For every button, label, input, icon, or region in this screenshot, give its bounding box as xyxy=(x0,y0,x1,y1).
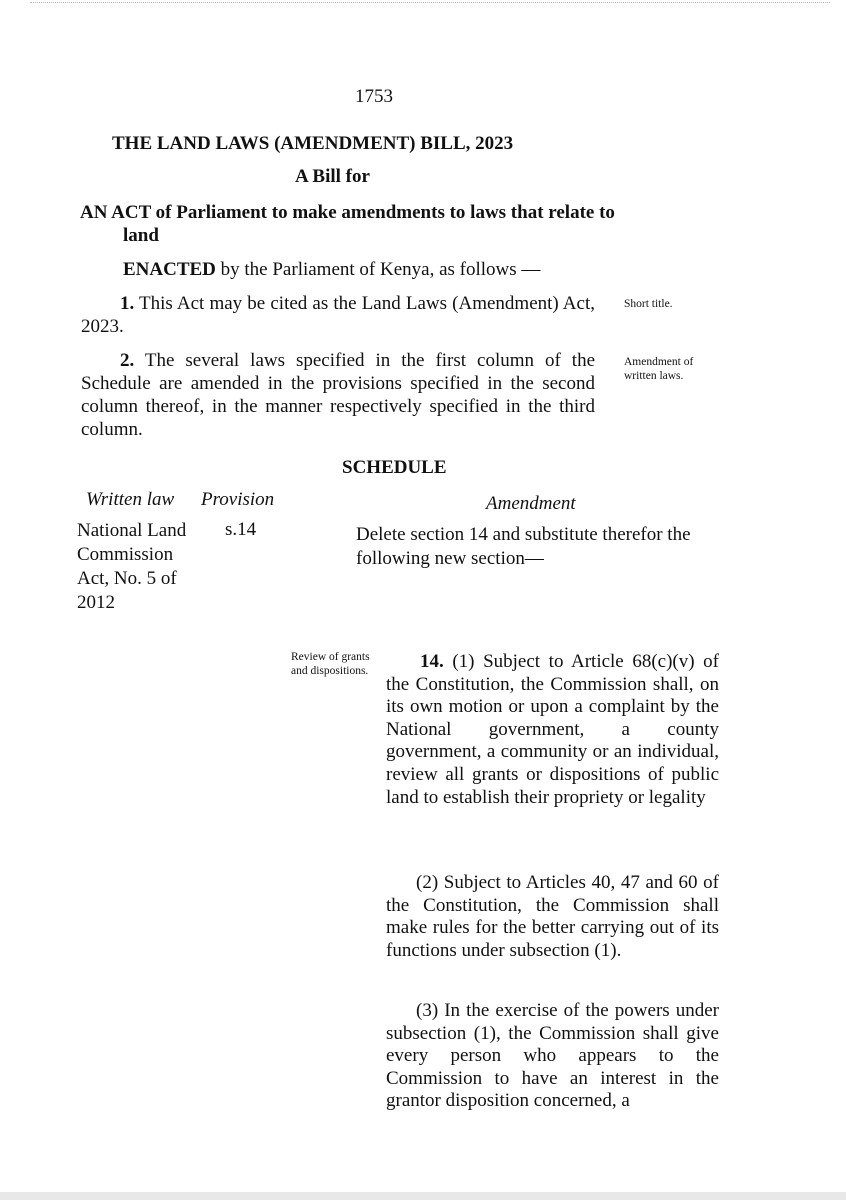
enacting-clause xyxy=(123,259,540,281)
cell-written-law: National Land Commission Act, No. 5 of 2012 xyxy=(77,520,187,613)
clause-1-text: This Act may be cited as the Land Laws (Amendment) Act, 2023. xyxy=(81,293,595,337)
clause-2 xyxy=(81,349,595,441)
clause-1 xyxy=(81,292,595,338)
column-header-provision: Provision xyxy=(201,489,275,510)
clause-2-number: 2. xyxy=(120,350,135,371)
section-number: 14. xyxy=(420,651,444,672)
marginal-note-review: Review of grants and dispositions. xyxy=(291,651,370,677)
page-number: 1753 xyxy=(355,86,393,107)
subsection-1-text: (1) Subject to Article 68(c)(v) of the Constitution, the Commission shall, on its own motion or upon a complaint by the National government, a county government, a community or an individual, review all grants or dispositions of public land to establish their propriety or legality xyxy=(386,651,719,808)
cell-provision: s.14 xyxy=(225,519,257,540)
new-section-14-subsection-2: (2) Subject to Articles 40, 47 and 60 of the Constitution, the Commission shall make rules for the better carrying out of its functions under subsection (1). xyxy=(386,872,719,961)
act-title: AN ACT of Parliament to make amendments to laws that relate to land xyxy=(80,202,615,246)
clause-2-text: The several laws specified in the first column of the Schedule are amended in the provisions specified in the second column thereof, in the manner respectively specified in the third column. xyxy=(81,350,595,440)
new-section-14-subsection-1 xyxy=(386,651,719,809)
clause-1-number: 1. xyxy=(120,293,135,314)
marginal-note-amendment: Amendment of written laws. xyxy=(624,356,694,382)
schedule-heading: SCHEDULE xyxy=(342,457,447,478)
bill-title: THE LAND LAWS (AMENDMENT) BILL, 2023 xyxy=(112,133,514,154)
enacted-lead: ENACTED xyxy=(123,259,216,280)
marginal-note-short-title: Short title. xyxy=(624,298,673,310)
cell-amendment: Delete section 14 and substitute therefor the following new section— xyxy=(356,524,691,569)
bill-subtitle: A Bill for xyxy=(295,166,370,187)
column-header-written-law: Written law xyxy=(86,489,175,510)
enacted-rest: by the Parliament of Kenya, as follows — xyxy=(215,259,541,280)
scan-artifact-line xyxy=(30,2,830,11)
bottom-edge-bar xyxy=(0,1192,846,1200)
new-section-14-subsection-3: (3) In the exercise of the powers under subsection (1), the Commission shall give every person who appears to the Commission to have an interest in the grantor disposition concerned, a xyxy=(386,1000,719,1112)
column-header-amendment: Amendment xyxy=(486,493,576,514)
